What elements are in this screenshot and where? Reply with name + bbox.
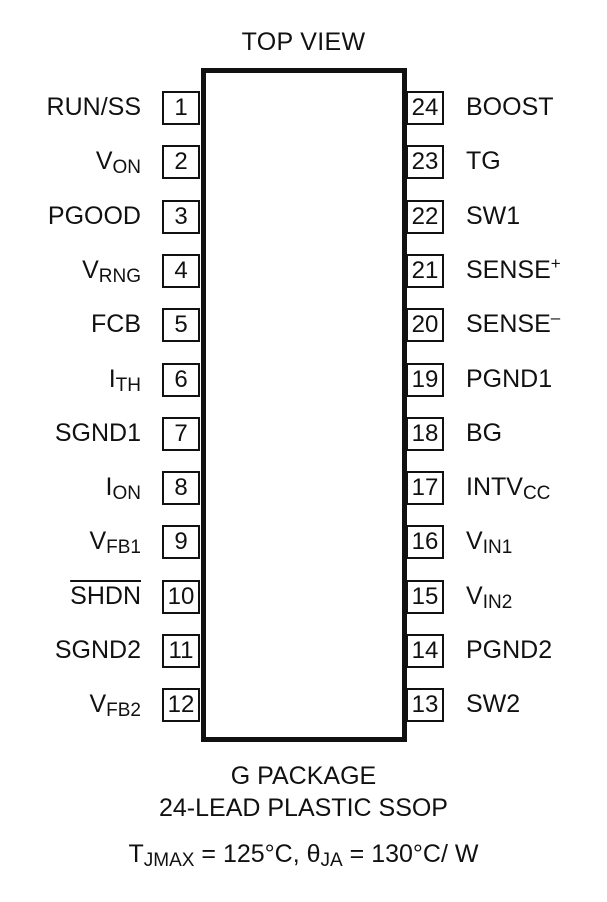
pin-label (466, 418, 502, 448)
pin-label-main: V (89, 690, 107, 719)
pin-label-main: SGND2 (54, 636, 141, 664)
pin-label-superscript: + (550, 253, 561, 273)
tjmax-value: = 125°C, (194, 840, 307, 868)
pin-label (55, 635, 141, 665)
pin-label (466, 581, 512, 614)
pin-label-main: SENSE (466, 255, 551, 284)
pin-label (82, 255, 141, 288)
pin-number-box: 1 (162, 91, 200, 125)
pin-number-box: 17 (406, 471, 444, 505)
pin-number-box: 8 (162, 471, 200, 505)
pin-label-main: I (108, 364, 116, 393)
pin-label (466, 472, 550, 505)
pin-number-box: 7 (162, 417, 200, 451)
pin-label (466, 92, 554, 122)
pin-label-subscript: RNG (98, 265, 141, 287)
pin-label-main: SHDN (70, 581, 141, 610)
pin-label (466, 309, 560, 342)
pin-number-box: 3 (162, 200, 200, 234)
tjmax-symbol: T (128, 840, 144, 868)
pin-number-box: 19 (406, 363, 444, 397)
package-name: G PACKAGE (230, 762, 377, 790)
pin-label (466, 364, 552, 394)
pin-label-main: PGOOD (47, 201, 141, 230)
pin-label-subscript: CC (522, 483, 551, 505)
pin-label-main: V (89, 527, 107, 556)
pin-number-box: 10 (162, 580, 200, 614)
pin-label-main: V (466, 581, 483, 610)
pin-label (106, 472, 141, 505)
pin-label (89, 689, 141, 722)
package-description: 24-LEAD PLASTIC SSOP (158, 794, 448, 822)
pin-label-subscript: FB2 (106, 700, 141, 722)
pin-label-main: SW2 (466, 690, 521, 719)
pin-label-main: BG (466, 418, 503, 447)
pin-label-main: PGND1 (466, 364, 553, 393)
pin-label-main: I (105, 473, 113, 502)
pin-label-main: RUN/SS (46, 93, 141, 121)
pin-label (466, 201, 520, 231)
pin-label-main: PGND2 (466, 636, 553, 664)
theta-subscript: JA (320, 850, 343, 871)
pin-label-main: INTV (466, 473, 523, 502)
pin-number-box: 9 (162, 525, 200, 559)
pin-label-main: FCB (91, 310, 141, 339)
pin-label-subscript: IN1 (482, 537, 513, 559)
pin-number-box: 18 (406, 417, 444, 451)
pin-number-box: 24 (406, 91, 444, 125)
pin-number-box: 13 (406, 688, 444, 722)
pin-number-box: 5 (162, 308, 200, 342)
ic-package-body (201, 68, 407, 742)
pin-number-box: 11 (162, 634, 200, 668)
theta-symbol: θ (306, 840, 321, 868)
pin-number-box: 23 (406, 145, 444, 179)
pin-number-box: 2 (162, 145, 200, 179)
thermal-spec (0, 840, 607, 869)
pin-label (48, 201, 141, 231)
theta-value: = 130°C/ W (342, 840, 479, 868)
pin-number-box: 4 (162, 254, 200, 288)
pin-number-box: 12 (162, 688, 200, 722)
pin-number-box: 15 (406, 580, 444, 614)
pin-number-box: 16 (406, 525, 444, 559)
pin-number-box: 22 (406, 200, 444, 234)
pin-label (466, 255, 561, 288)
pin-label-subscript: IN2 (482, 591, 513, 613)
pin-label (466, 146, 501, 176)
pin-label-main: SGND1 (54, 418, 141, 447)
pin-label (91, 309, 141, 339)
pin-label (89, 526, 141, 559)
pin-label (55, 418, 141, 448)
pin-label-subscript: TH (115, 374, 141, 396)
pin-label-main: V (95, 147, 113, 176)
pin-label-subscript: FB1 (106, 537, 141, 559)
pin-label (466, 635, 552, 665)
pin-label (466, 526, 512, 559)
pin-label-main: TG (466, 147, 501, 176)
pin-label (96, 146, 141, 179)
pin-label (47, 92, 141, 122)
pin-label-subscript: ON (112, 157, 141, 179)
pin-number-box: 21 (406, 254, 444, 288)
pin-label (109, 364, 141, 397)
pin-label-main: V (466, 527, 483, 556)
tjmax-subscript: JMAX (143, 850, 195, 871)
diagram-title: TOP VIEW (241, 28, 366, 56)
pin-label-main: SW1 (466, 201, 521, 230)
pin-label-superscript: – (550, 308, 561, 328)
pin-label (70, 581, 141, 611)
pin-label-subscript: ON (112, 483, 141, 505)
pin-label-main: SENSE (466, 310, 551, 339)
pin-label (466, 689, 520, 719)
pin-label-main: V (82, 255, 99, 284)
pin-number-box: 20 (406, 308, 444, 342)
pin-number-box: 6 (162, 363, 200, 397)
pin-label-main: BOOST (466, 93, 554, 121)
pin-number-box: 14 (406, 634, 444, 668)
